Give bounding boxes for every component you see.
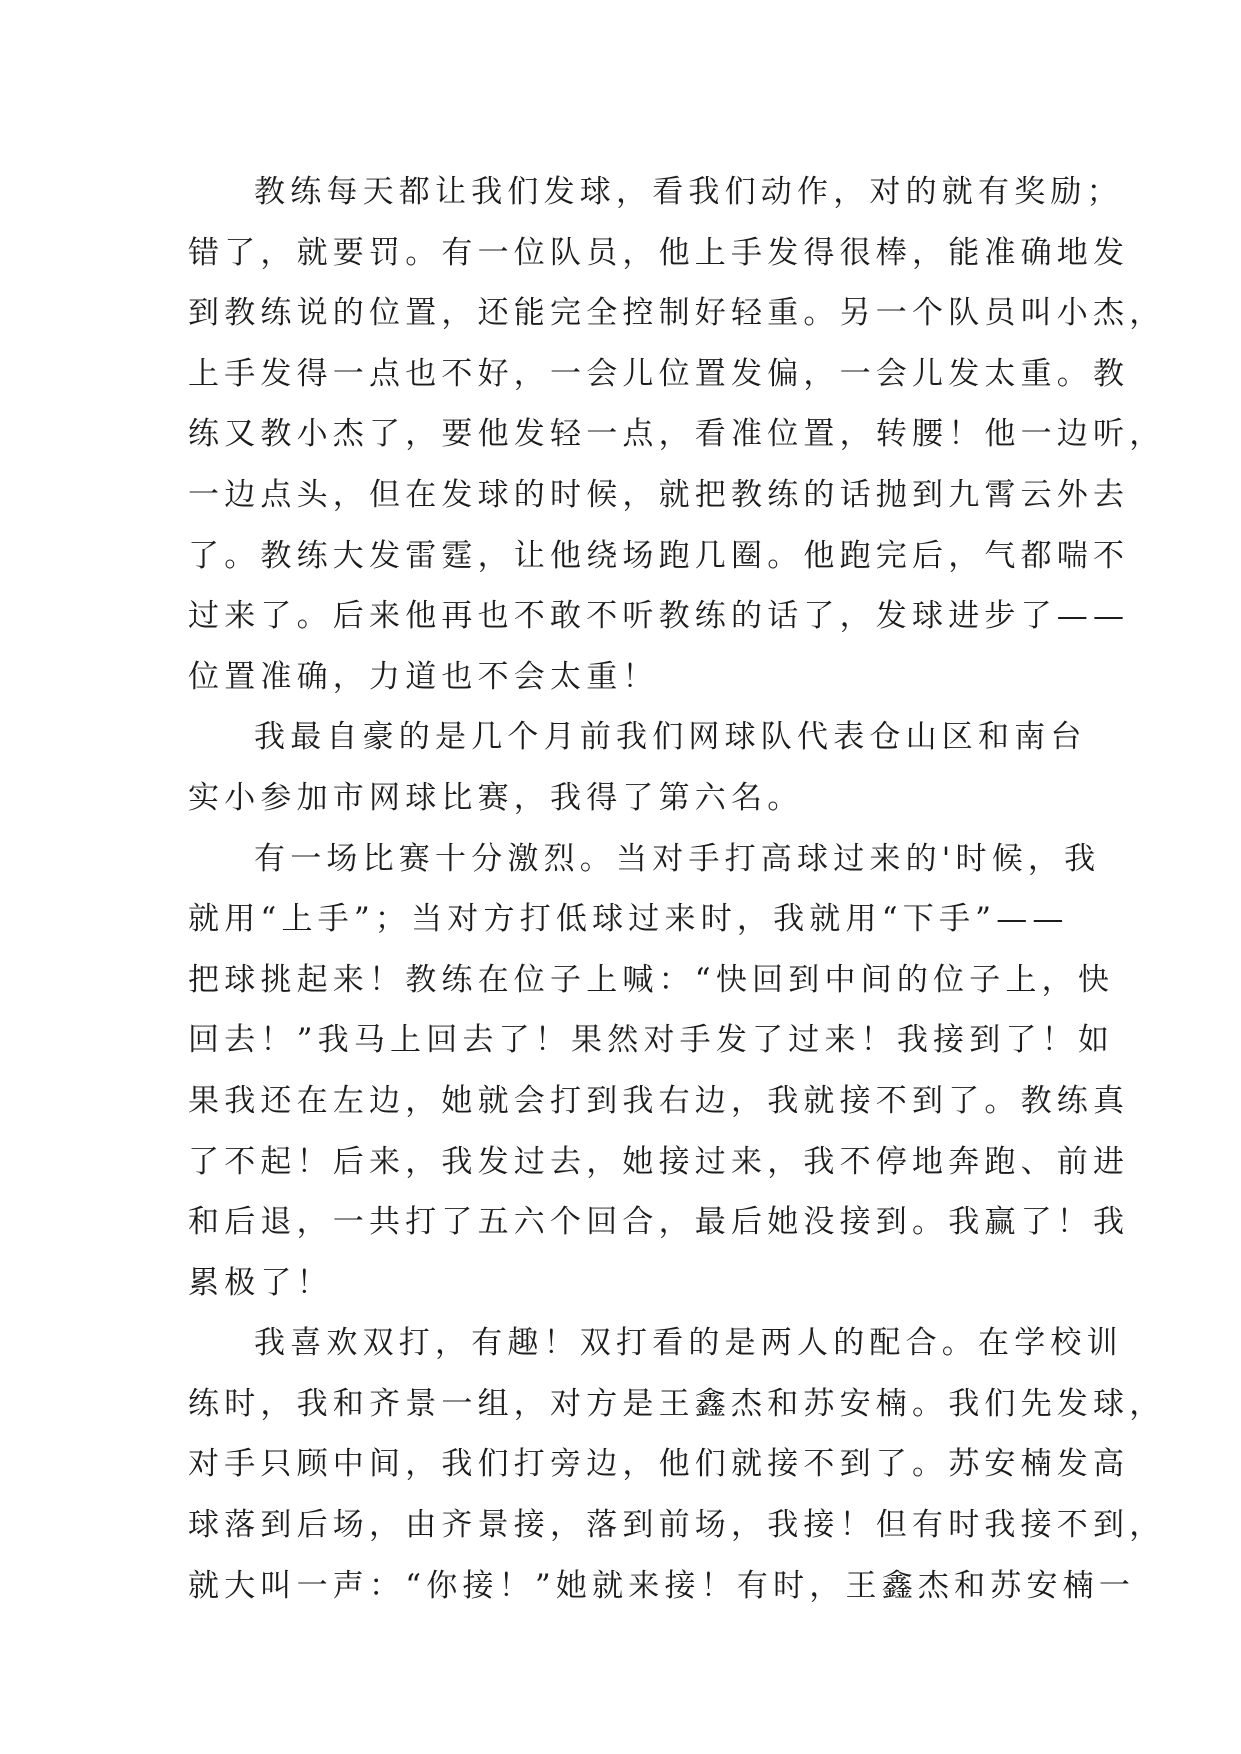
text-line: 错了，就要罚。有一位队员，他上手发得很棒，能准确地发 bbox=[188, 234, 1130, 271]
text-line: 和后退，一共打了五六个回合，最后她没接到。我赢了！我 bbox=[188, 1204, 1130, 1241]
text-line: 果我还在左边，她就会打到我右边，我就接不到了。教练真 bbox=[188, 1082, 1130, 1119]
paragraph-4 bbox=[188, 1313, 1166, 1616]
text-line: 有一场比赛十分激烈。当对手打高球过来的'时候，我 bbox=[254, 840, 1101, 877]
text-line: 教练每天都让我们发球，看我们动作，对的就有奖励； bbox=[254, 174, 1123, 210]
text-line: 我喜欢双打，有趣！双打看的是两人的配合。在学校训 bbox=[254, 1325, 1123, 1362]
text-line: 球落到后场，由齐景接，落到前场，我接！但有时我接不到， bbox=[188, 1507, 1166, 1544]
text-line: 对手只顾中间，我们打旁边，他们就接不到了。苏安楠发高 bbox=[188, 1446, 1130, 1483]
paragraph-3 bbox=[188, 829, 1130, 1314]
text-line: 累极了！ bbox=[188, 1264, 333, 1301]
paragraph-1 bbox=[188, 162, 1166, 707]
text-line: 回去！”我马上回去了！果然对手发了过来！我接到了！如 bbox=[188, 1022, 1115, 1059]
text-line: 实小参加市网球比赛，我得了第六名。 bbox=[188, 779, 804, 816]
text-line: 就大叫一声：“你接！”她就来接！有时，王鑫杰和苏安楠一 bbox=[188, 1567, 1136, 1604]
text-line: 了。教练大发雷霆，让他绕场跑几圈。他跑完后，气都喘不 bbox=[188, 537, 1130, 574]
text-line: 上手发得一点也不好，一会儿位置发偏，一会儿发太重。教 bbox=[188, 355, 1130, 392]
text-line: 位置准确，力道也不会太重！ bbox=[188, 658, 659, 695]
document-page bbox=[188, 162, 1166, 1616]
text-line: 过来了。后来他再也不敢不听教练的话了，发球进步了—— bbox=[188, 598, 1130, 635]
text-line: 练又教小杰了，要他发轻一点，看准位置，转腰！他一边听， bbox=[188, 416, 1166, 453]
text-line: 我最自豪的是几个月前我们网球队代表仓山区和南台 bbox=[254, 719, 1087, 756]
text-line: 练时，我和齐景一组，对方是王鑫杰和苏安楠。我们先发球， bbox=[188, 1385, 1166, 1422]
paragraph-2 bbox=[188, 707, 1087, 828]
text-line: 把球挑起来！教练在位子上喊：“快回到中间的位子上，快 bbox=[188, 961, 1115, 998]
text-line: 就用“上手”；当对方打低球过来时，我就用“下手”—— bbox=[188, 901, 1069, 938]
text-line: 了不起！后来，我发过去，她接过来，我不停地奔跑、前进 bbox=[188, 1143, 1130, 1180]
text-line: 到教练说的位置，还能完全控制好轻重。另一个队员叫小杰， bbox=[188, 295, 1166, 332]
text-line: 一边点头，但在发球的时候，就把教练的话抛到九霄云外去 bbox=[188, 476, 1130, 513]
